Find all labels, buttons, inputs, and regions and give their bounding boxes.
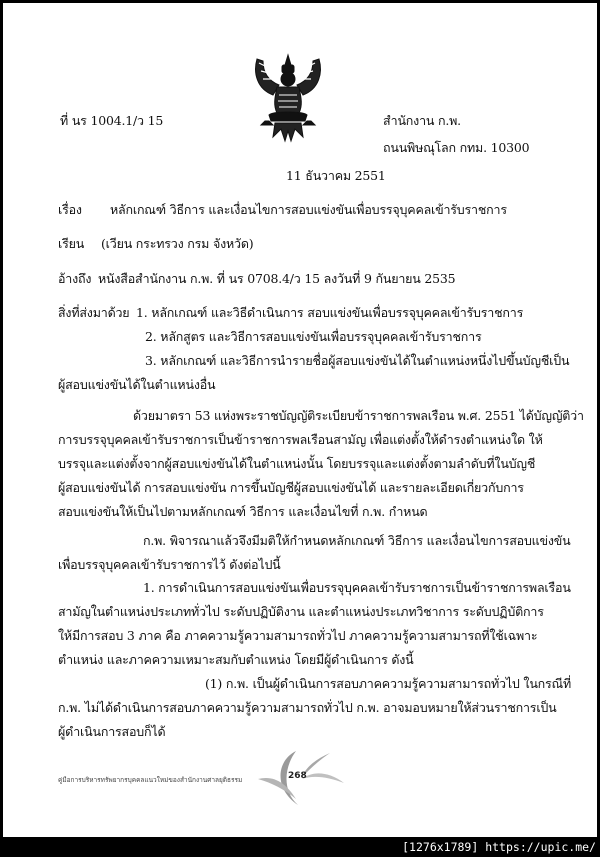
body-line: 1. การดำเนินการสอบแข่งขันเพื่อบรรจุบุคคลเข้ารับราชการเป็นข้าราชการพลเรือน <box>143 580 571 595</box>
body-line: ด้วยมาตรา 53 แห่งพระราชบัญญัติระเบียบข้าราชการพลเรือน พ.ศ. 2551 ได้บัญญัติว่า <box>133 408 584 423</box>
to-text: (เวียน กระทรวง กรม จังหวัด) <box>101 236 254 251</box>
body-line: ให้มีการสอบ 3 ภาค คือ ภาคความรู้ความสามารถทั่วไป ภาคความรู้ความสามารถที่ใช้เฉพาะ <box>58 628 538 643</box>
body-line: สามัญในตำแหน่งประเภททั่วไป ระดับปฏิบัติงาน และตำแหน่งประเภทวิชาการ ระดับปฏิบัติการ <box>58 604 544 619</box>
to-label: เรียน <box>58 236 85 251</box>
reference-label: อ้างถึง <box>58 271 92 286</box>
enclosure-item: 2. หลักสูตร และวิธีการสอบแข่งขันเพื่อบรรจุบุคคลเข้ารับราชการ <box>145 329 482 344</box>
sender-office: สำนักงาน ก.พ. <box>383 113 461 128</box>
footer-book-title: คู่มือการบริหารทรัพยากรบุคคลแนวใหม่ของสำนักงานศาลยุติธรรม <box>58 776 243 784</box>
body-line: ผู้ดำเนินการสอบก็ได้ <box>58 724 166 739</box>
body-line: ตำแหน่ง และภาคความเหมาะสมกับตำแหน่ง โดยมีผู้ดำเนินการ ดังนี้ <box>58 652 414 667</box>
sender-address: ถนนพิษณุโลก กทม. 10300 <box>383 140 530 155</box>
garuda-emblem-icon <box>251 51 325 143</box>
body-line: (1) ก.พ. เป็นผู้ดำเนินการสอบภาคความรู้ความสามารถทั่วไป ในกรณีที่ <box>205 676 571 691</box>
body-line: ก.พ. พิจารณาแล้วจึงมีมติให้กำหนดหลักเกณฑ์ วิธีการ และเงื่อนไขการสอบแข่งขัน <box>143 533 571 548</box>
enclosure-item-continued: ผู้สอบแข่งขันได้ในตำแหน่งอื่น <box>58 377 216 392</box>
subject-label: เรื่อง <box>58 202 82 217</box>
letter-page <box>3 3 597 837</box>
body-line: เพื่อบรรจุบุคคลเข้ารับราชการไว้ ดังต่อไปนี้ <box>58 557 281 572</box>
page-number: 268 <box>288 771 307 781</box>
enclosure-item: 1. หลักเกณฑ์ และวิธีดำเนินการ สอบแข่งขันเพื่อบรรจุบุคคลเข้ารับราชการ <box>136 305 524 320</box>
body-line: การบรรจุบุคคลเข้ารับราชการเป็นข้าราชการพลเรือนสามัญ เพื่อแต่งตั้งให้ดำรงตำแหน่งใด ให้ <box>58 432 543 447</box>
reference-text: หนังสือสำนักงาน ก.พ. ที่ นร 0708.4/ว 15 ลงวันที่ 9 กันยายน 2535 <box>98 271 456 286</box>
enclosure-item: 3. หลักเกณฑ์ และวิธีการนำรายชื่อผู้สอบแข่งขันได้ในตำแหน่งหนึ่งไปขึ้นบัญชีเป็น <box>145 353 570 368</box>
reference-number: ที่ นร 1004.1/ว 15 <box>60 113 164 128</box>
body-line: บรรจุและแต่งตั้งจากผู้สอบแข่งขันได้ในตำแหน่งนั้น โดยบรรจุและแต่งตั้งตามลำดับที่ในบัญชี <box>58 456 536 471</box>
body-line: ก.พ. ไม่ได้ดำเนินการสอบภาคความรู้ความสามารถทั่วไป ก.พ. อาจมอบหมายให้ส่วนราชการเป็น <box>58 700 557 715</box>
image-host-watermark: [1276x1789] https://upic.me/ <box>402 840 596 854</box>
subject-text: หลักเกณฑ์ วิธีการ และเงื่อนไขการสอบแข่งขันเพื่อบรรจุบุคคลเข้ารับราชการ <box>110 202 507 217</box>
body-line: สอบแข่งขันให้เป็นไปตามหลักเกณฑ์ วิธีการ และเงื่อนไขที่ ก.พ. กำหนด <box>58 504 428 519</box>
body-line: ผู้สอบแข่งขันได้ การสอบแข่งขัน การขึ้นบัญชีผู้สอบแข่งขันได้ และรายละเอียดเกี่ยวกับการ <box>58 480 524 495</box>
enclosures-label: สิ่งที่ส่งมาด้วย <box>58 305 130 320</box>
letter-date: 11 ธันวาคม 2551 <box>286 168 386 183</box>
